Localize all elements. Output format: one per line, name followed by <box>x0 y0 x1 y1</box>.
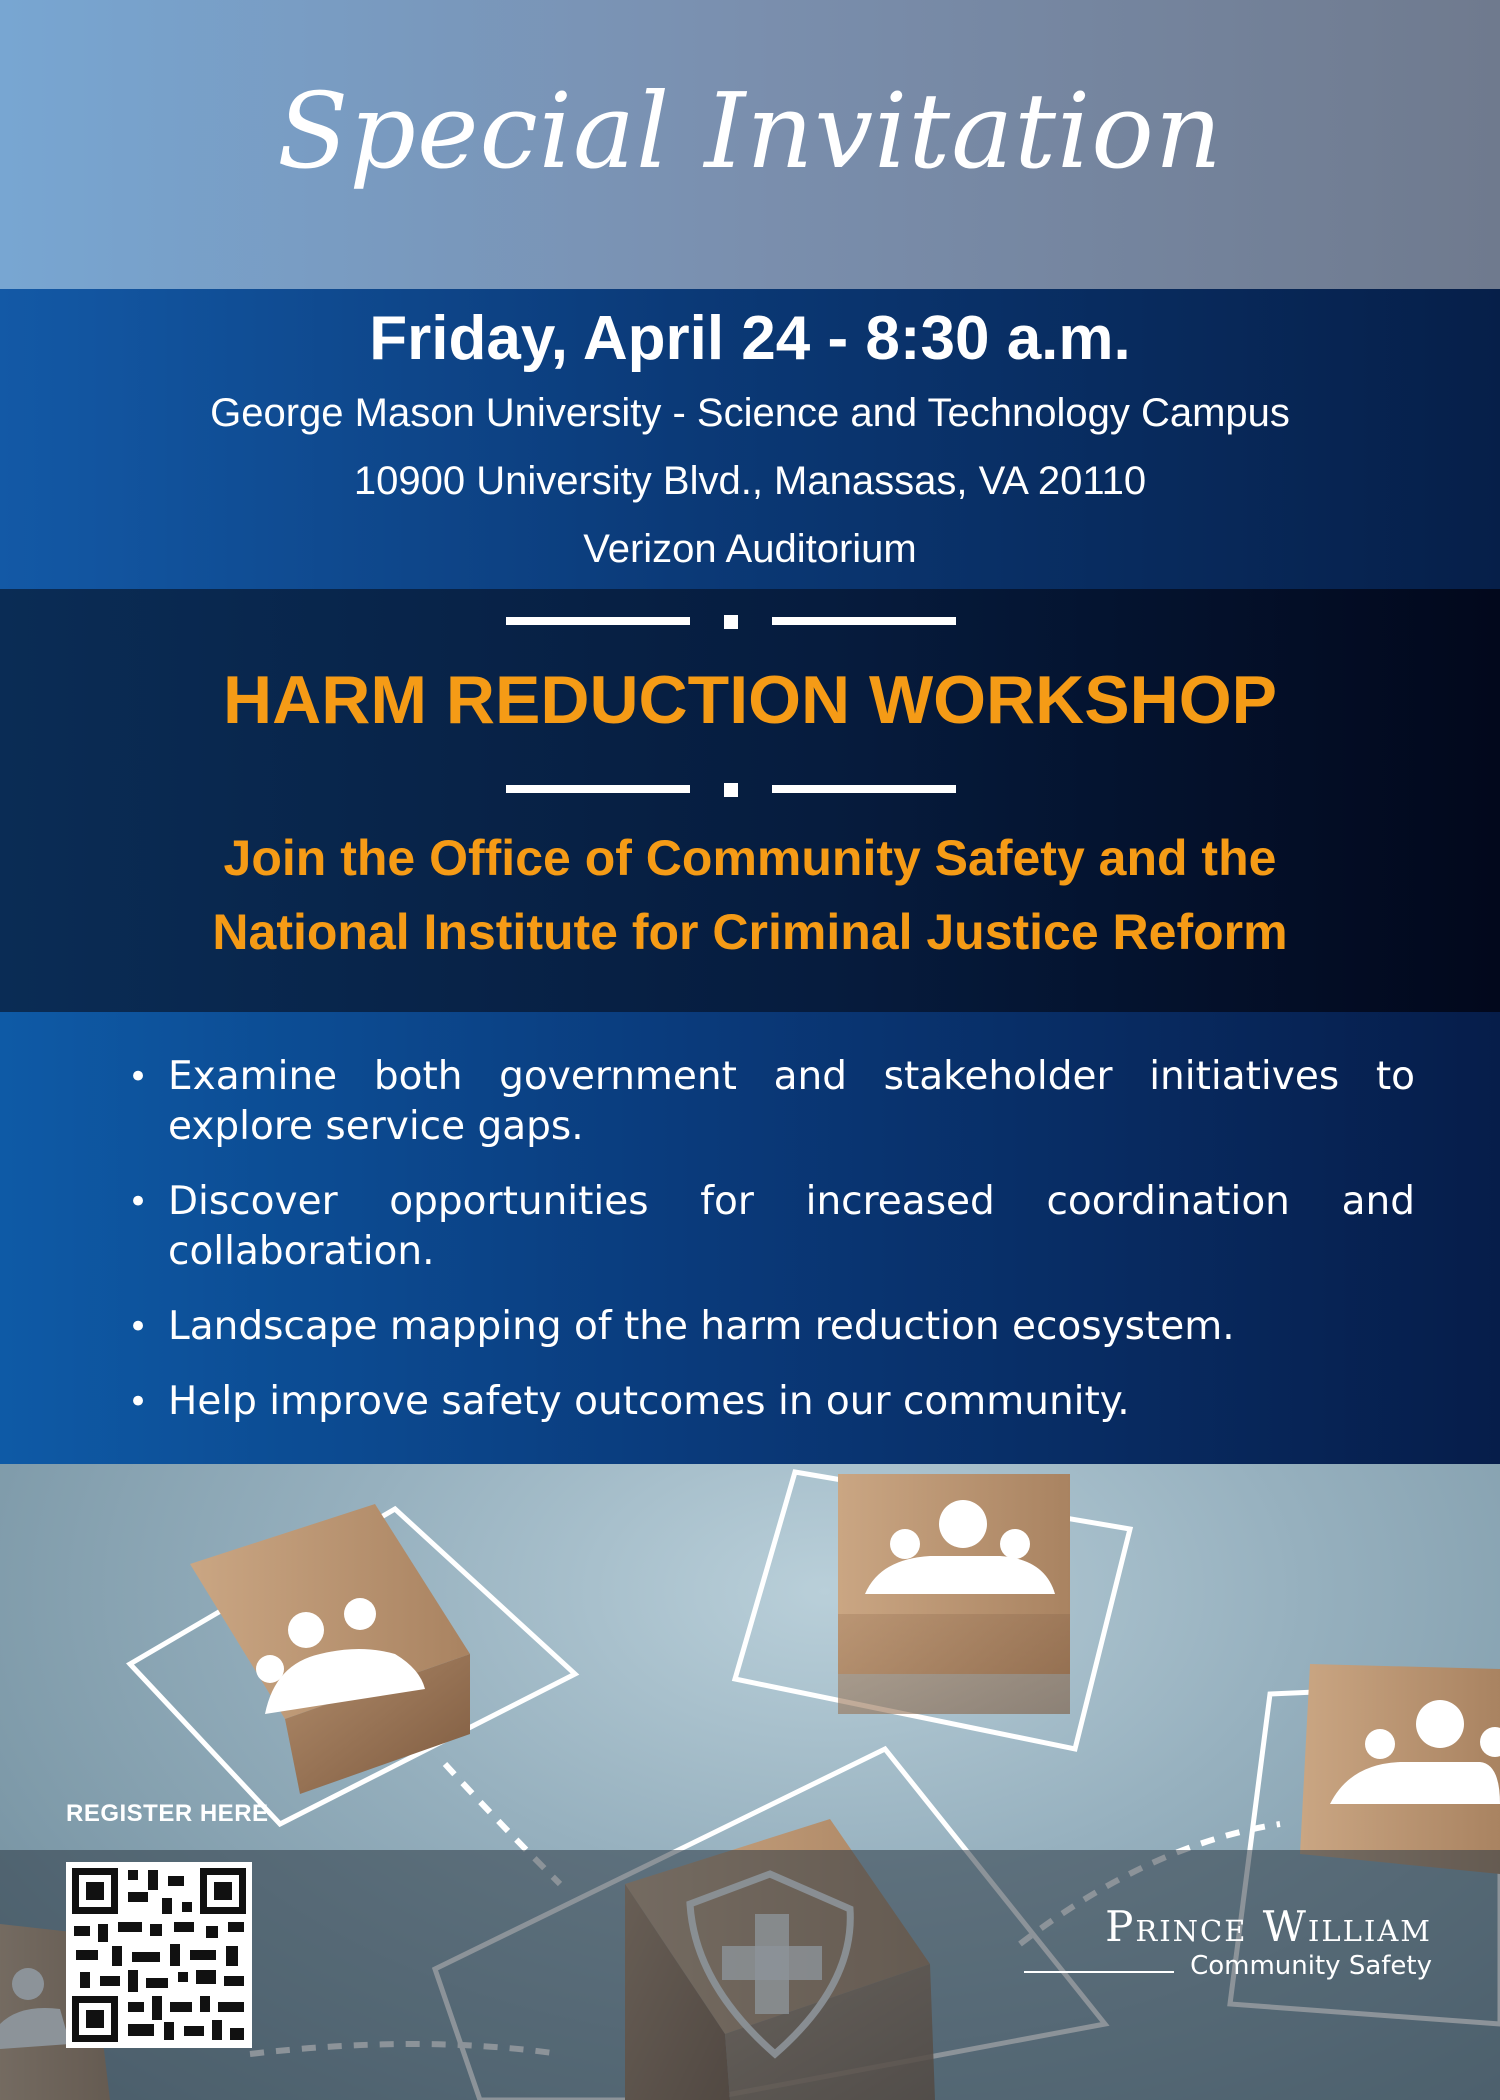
event-venue: George Mason University - Science and Technology Campus <box>210 391 1290 435</box>
logo-sub-wrap <box>1012 1951 1432 1987</box>
list-item: • Help improve safety outcomes in our community. <box>128 1377 1415 1427</box>
prince-william-logo <box>1012 1902 1432 1987</box>
header-banner <box>0 0 1500 289</box>
wooden-block <box>838 1474 1070 1714</box>
list-item: • Examine both government and stakeholder initiatives to explore service gaps. <box>128 1052 1415 1152</box>
workshop-title: HARM REDUCTION WORKSHOP <box>223 662 1277 738</box>
script-title: Special Invitation <box>277 70 1223 192</box>
list-item: • Landscape mapping of the harm reduction ecosystem. <box>128 1302 1415 1352</box>
qr-code-graphic <box>66 1862 252 2048</box>
workshop-section <box>0 589 1500 1012</box>
join-line-1: Join the Office of Community Safety and the <box>223 830 1277 886</box>
qr-code-icon[interactable] <box>66 1862 252 2048</box>
logo-underline <box>1024 1971 1174 1973</box>
event-room: Verizon Auditorium <box>583 527 917 571</box>
top-divider <box>0 617 1500 631</box>
event-date-time: Friday, April 24 - 8:30 a.m. <box>369 304 1131 373</box>
event-details <box>0 289 1500 589</box>
bottom-divider <box>0 785 1500 799</box>
event-address: 10900 University Blvd., Manassas, VA 20110 <box>353 459 1147 503</box>
logo-sub-text: Community Safety <box>1190 1951 1432 1981</box>
logo-main-text: Prince William <box>1105 1902 1432 1951</box>
bullet-list <box>128 1052 1415 1452</box>
bullet-section <box>0 1012 1500 1464</box>
join-line-2: National Institute for Criminal Justice Reform <box>212 904 1288 960</box>
wooden-block <box>1300 1664 1500 1874</box>
list-item: • Discover opportunities for increased coordination and collaboration. <box>128 1177 1415 1277</box>
register-label: REGISTER HERE <box>66 1800 269 1827</box>
